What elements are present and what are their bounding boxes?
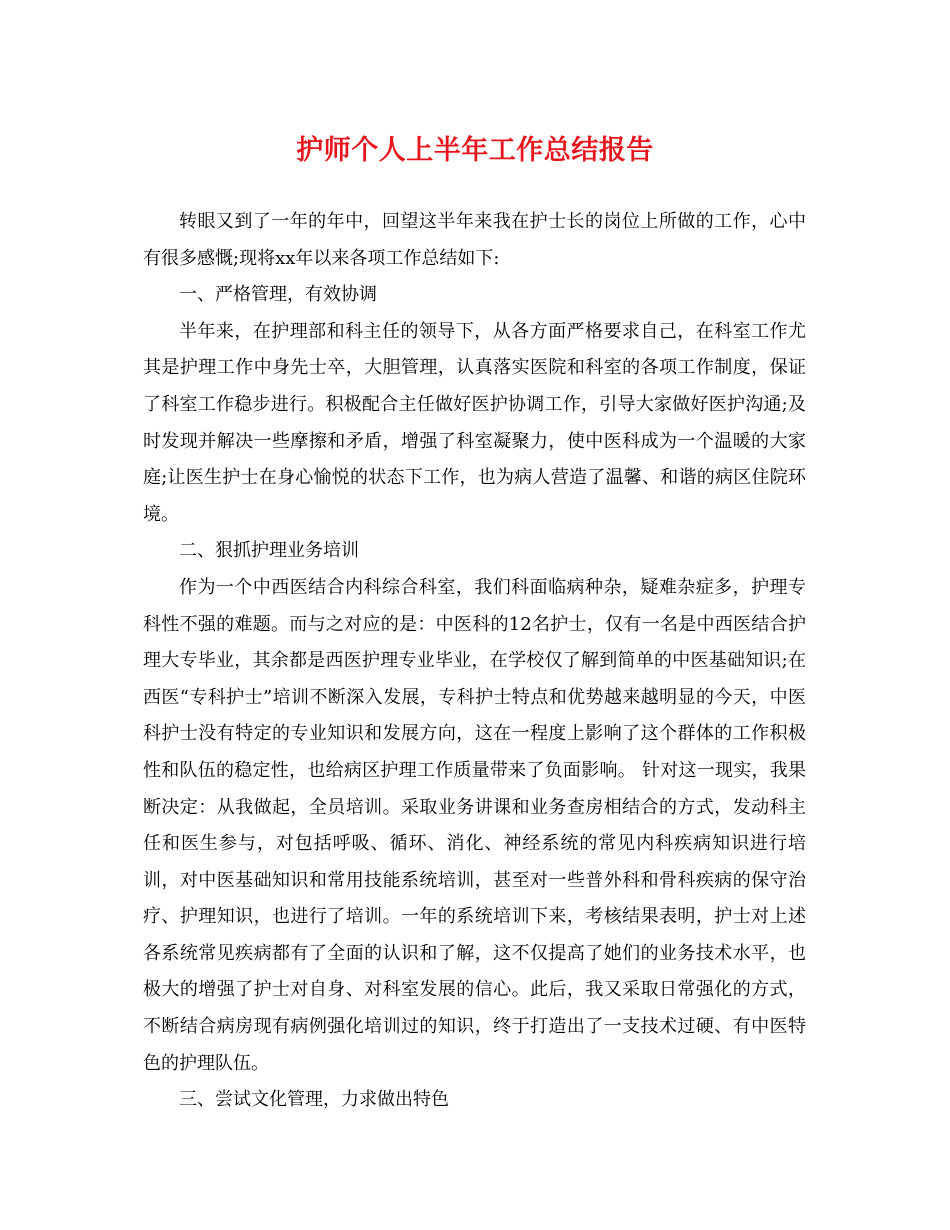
section-2-paragraph: 作为一个中西医结合内科综合科室，我们科面临病种杂，疑难杂症多，护理专科性不强的难题。而与之对应的是：中医科的12名护士，仅有一名是中西医结合护理大专毕业，其余都是西医护理专业毕业，在学校仅了解到简单的中医基础知识;在西医“专科护士”培训不断深入发展，专科护士特点和优势越来越明显的今天，中医科护士没有特定的专业知识和发展方向，这在一程度上影响了这个群体的工作积极性和队伍的稳定性，也给病区护理工作质量带来了负面影响。 针对这一现实，我果断决定：从我做起，全员培训。采取业务讲课和业务查房相结合的方式，发动科主任和医生参与，对包括呼吸、循环、消化、神经系统的常见内科疾病知识进行培训，对中医基础知识和常用技能系统培训，甚至对一些普外科和骨科疾病的保守治疗、护理知识，也进行了培训。一年的系统培训下来，考核结果表明，护士对上述各系统常见疾病都有了全面的认识和了解，这不仅提高了她们的业务技术水平，也极大的增强了护士对自身、对科室发展的信心。此后，我又采取日常强化的方式，不断结合病房现有病例强化培训过的知识，终于打造出了一支技术过硬、有中医特色的护理队伍。: [143, 576, 806, 1074]
section-heading-3: 三、尝试文化管理，力求做出特色: [179, 1089, 449, 1111]
document-title: 护师个人上半年工作总结报告: [296, 135, 654, 166]
section-1-paragraph: 半年来，在护理部和科主任的领导下，从各方面严格要求自己，在科室工作尤其是护理工作中身先士卒，大胆管理，认真落实医院和科室的各项工作制度，保证了科室工作稳步进行。积极配合主任做好医护协调工作，引导大家做好医护沟通;及时发现并解决一些摩擦和矛盾，增强了科室凝聚力，使中医科成为一个温暖的大家庭;让医生护士在身心愉悦的状态下工作，也为病人营造了温馨、和谐的病区住院环境。: [143, 320, 806, 525]
document-body: [143, 204, 806, 1119]
intro-paragraph: 转眼又到了一年的年中，回望这半年来我在护士长的岗位上所做的工作，心中有很多感慨;现将xx年以来各项工作总结如下:: [143, 211, 806, 269]
section-heading-2: 二、狠抓护理业务培训: [179, 540, 359, 562]
section-heading-1: 一、严格管理，有效协调: [179, 284, 377, 306]
